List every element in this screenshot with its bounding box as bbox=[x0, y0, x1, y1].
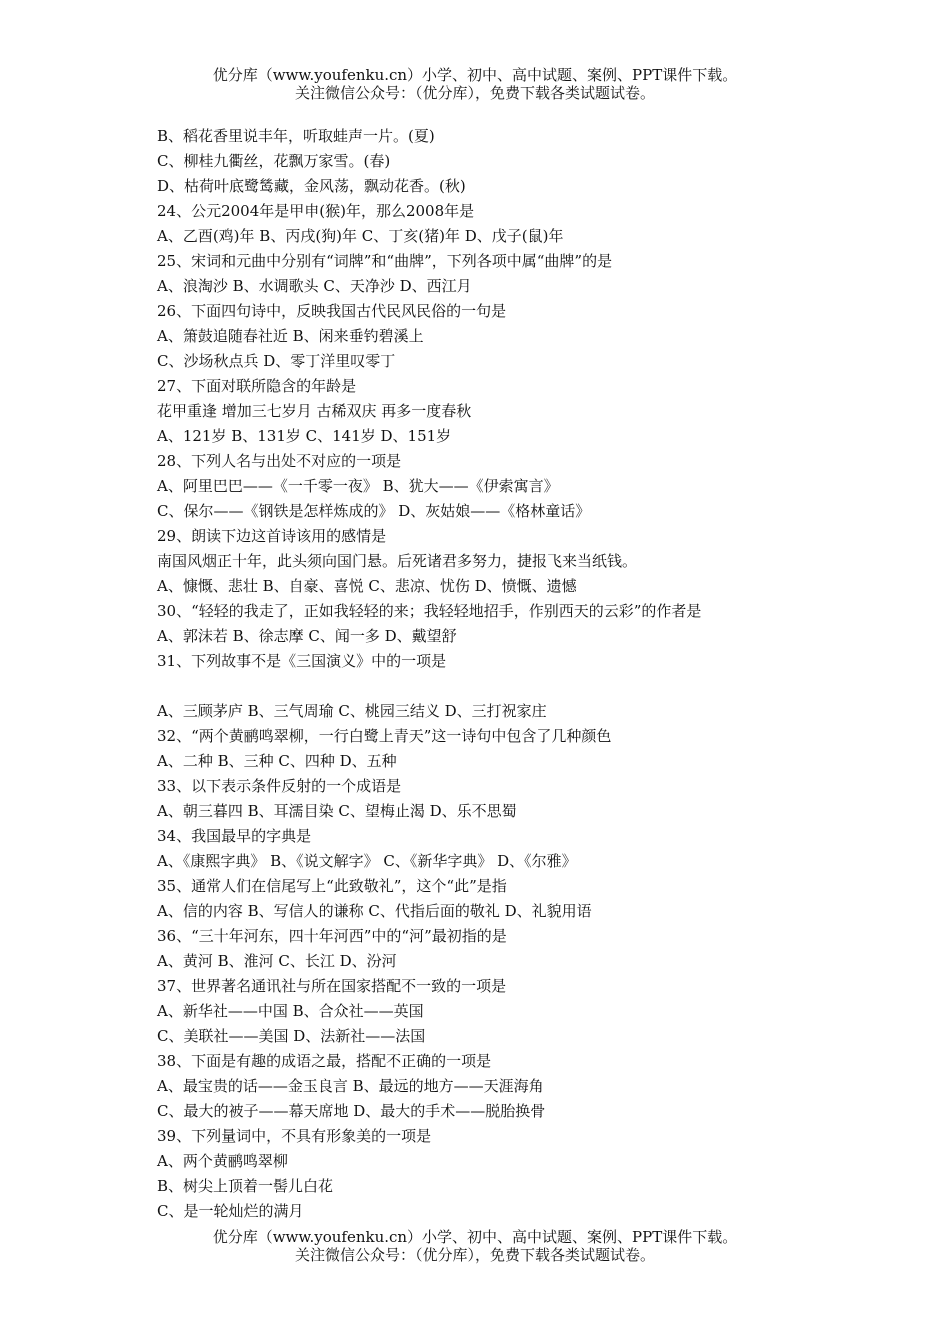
options-38: A、最宝贵的话——金玉良言 B、最远的地方——天涯海角 bbox=[157, 1077, 544, 1095]
question-30: 30、“轻轻的我走了，正如我轻轻的来；我轻轻地招手，作别西天的云彩”的作者是 bbox=[157, 602, 702, 620]
question-34: 34、我国最早的字典是 bbox=[157, 827, 312, 845]
options-26: A、箫鼓追随春社近 B、闲来垂钓碧溪上 bbox=[157, 327, 424, 345]
question-36: 36、“三十年河东，四十年河西”中的“河”最初指的是 bbox=[157, 927, 507, 945]
options-37: C、美联社——美国 D、法新社——法国 bbox=[157, 1027, 426, 1045]
poem-text: 南国风烟正十年，此头须向国门悬。后死诸君多努力，捷报飞来当纸钱。 bbox=[157, 552, 638, 570]
question-37: 37、世界著名通讯社与所在国家搭配不一致的一项是 bbox=[157, 977, 507, 995]
options-39: B、树尖上顶着一髻儿白花 bbox=[157, 1177, 334, 1195]
blank-line bbox=[157, 674, 877, 699]
question-39: 39、下列量词中，不具有形象美的一项是 bbox=[157, 1127, 432, 1145]
options-33: A、朝三暮四 B、耳濡目染 C、望梅止渴 D、乐不思蜀 bbox=[157, 802, 517, 820]
options-31: A、三顾茅庐 B、三气周瑜 C、桃园三结义 D、三打祝家庄 bbox=[157, 702, 547, 720]
options-30: A、郭沫若 B、徐志摩 C、闻一多 D、戴望舒 bbox=[157, 627, 457, 645]
question-32: 32、“两个黄鹂鸣翠柳，一行白鹭上青天”这一诗句中包含了几种颜色 bbox=[157, 727, 612, 745]
text-line: C、柳桂九衢丝，花飘万家雪。(春) bbox=[157, 152, 391, 170]
options-38: C、最大的被子——幕天席地 D、最大的手术——脱胎换骨 bbox=[157, 1102, 546, 1120]
question-28: 28、下列人名与出处不对应的一项是 bbox=[157, 452, 402, 470]
options-29: A、慷慨、悲壮 B、自豪、喜悦 C、悲凉、忧伤 D、愤慨、遗憾 bbox=[157, 577, 577, 595]
footer-line-1: 优分库（www.youfenku.cn）小学、初中、高中试题、案例、PPT课件下载。 bbox=[212, 1228, 738, 1246]
options-37: A、新华社——中国 B、合众社——英国 bbox=[157, 1002, 424, 1020]
header-line-1: 优分库（www.youfenku.cn）小学、初中、高中试题、案例、PPT课件下载。 bbox=[212, 66, 738, 84]
options-28: A、阿里巴巴——《一千零一夜》 B、犹大——《伊索寓言》 bbox=[157, 477, 559, 495]
options-25: A、浪淘沙 B、水调歌头 C、天净沙 D、西江月 bbox=[157, 277, 472, 295]
couplet-text: 花甲重逢 增加三七岁月 古稀双庆 再多一度春秋 bbox=[157, 402, 472, 420]
page-footer bbox=[0, 1228, 950, 1264]
document-body bbox=[157, 124, 877, 1224]
question-27: 27、下面对联所隐含的年龄是 bbox=[157, 377, 357, 395]
options-27: A、121岁 B、131岁 C、141岁 D、151岁 bbox=[157, 427, 452, 445]
options-39: A、两个黄鹂鸣翠柳 bbox=[157, 1152, 288, 1170]
options-39: C、是一轮灿烂的满月 bbox=[157, 1202, 304, 1220]
question-38: 38、下面是有趣的成语之最，搭配不正确的一项是 bbox=[157, 1052, 492, 1070]
options-28: C、保尔——《钢铁是怎样炼成的》 D、灰姑娘——《格林童话》 bbox=[157, 502, 591, 520]
text-line: B、稻花香里说丰年，听取蛙声一片。(夏) bbox=[157, 127, 435, 145]
options-24: A、乙酉(鸡)年 B、丙戌(狗)年 C、丁亥(猪)年 D、戊子(鼠)年 bbox=[157, 227, 564, 245]
question-33: 33、以下表示条件反射的一个成语是 bbox=[157, 777, 402, 795]
page-header bbox=[0, 66, 950, 102]
question-26: 26、下面四句诗中，反映我国古代民风民俗的一句是 bbox=[157, 302, 507, 320]
options-34: A、《康熙字典》 B、《说文解字》 C、《新华字典》 D、《尔雅》 bbox=[157, 852, 577, 870]
text-line: D、枯荷叶底鹭鸶藏，金风荡，飘动花香。(秋) bbox=[157, 177, 466, 195]
question-25: 25、宋词和元曲中分别有“词牌”和“曲牌”，下列各项中属“曲牌”的是 bbox=[157, 252, 613, 270]
question-29: 29、朗读下边这首诗该用的感情是 bbox=[157, 527, 387, 545]
options-32: A、二种 B、三种 C、四种 D、五种 bbox=[157, 752, 397, 770]
header-line-2: 关注微信公众号：（优分库），免费下载各类试题试卷。 bbox=[294, 84, 655, 102]
footer-line-2: 关注微信公众号：（优分库），免费下载各类试题试卷。 bbox=[294, 1246, 655, 1264]
options-26: C、沙场秋点兵 D、零丁洋里叹零丁 bbox=[157, 352, 396, 370]
question-24: 24、公元2004年是甲申(猴)年，那么2008年是 bbox=[157, 202, 475, 220]
options-36: A、黄河 B、淮河 C、长江 D、汾河 bbox=[157, 952, 397, 970]
question-31: 31、下列故事不是《三国演义》中的一项是 bbox=[157, 652, 447, 670]
question-35: 35、通常人们在信尾写上“此致敬礼”，这个“此”是指 bbox=[157, 877, 507, 895]
options-35: A、信的内容 B、写信人的谦称 C、代指后面的敬礼 D、礼貌用语 bbox=[157, 902, 592, 920]
